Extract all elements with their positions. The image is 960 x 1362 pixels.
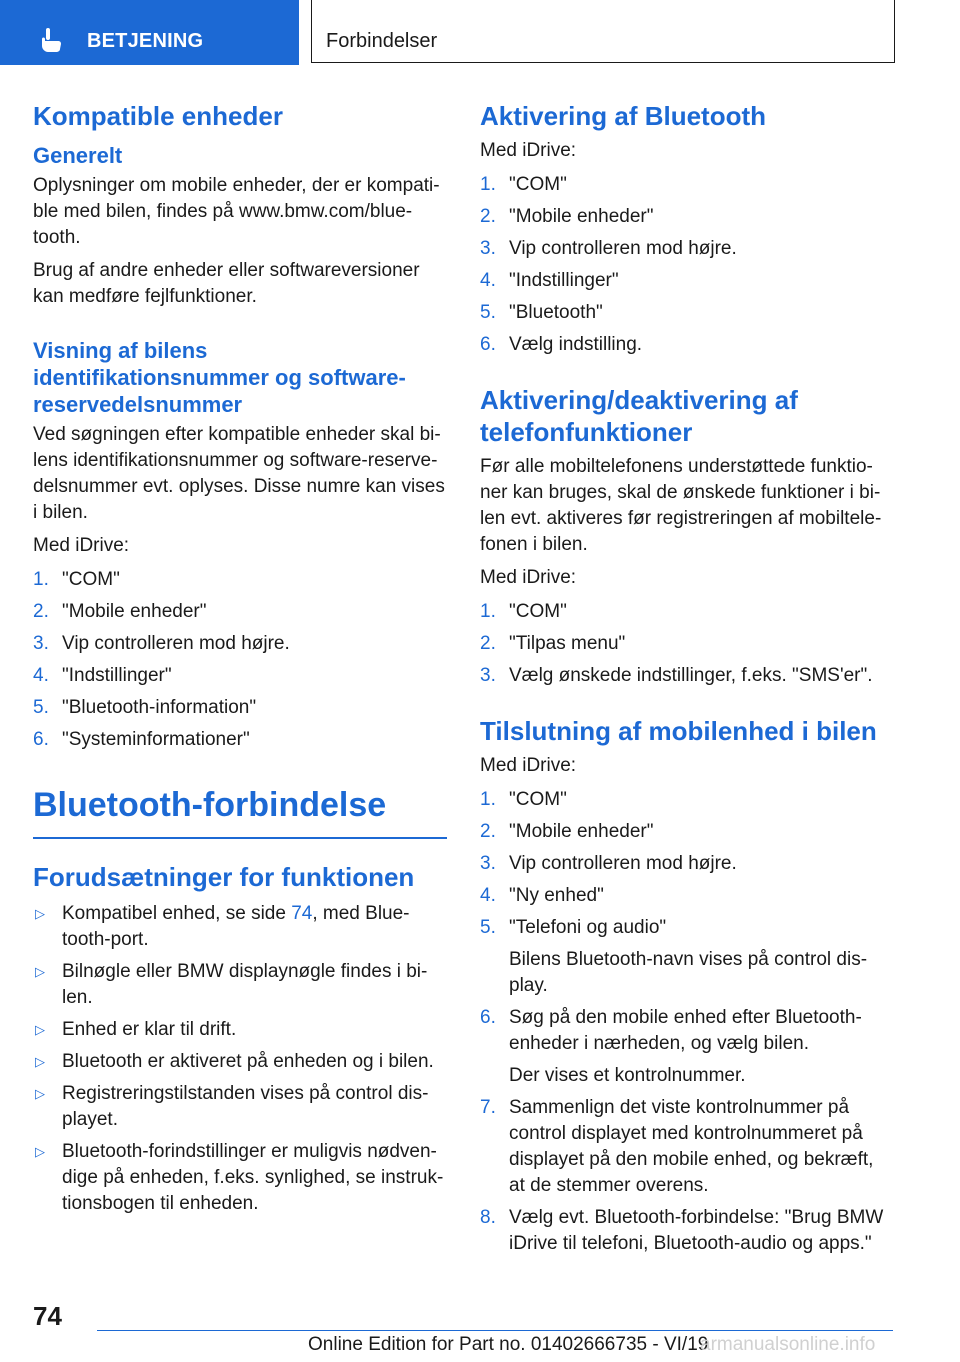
list-item bbox=[480, 172, 894, 198]
step-number: 7. bbox=[480, 1097, 496, 1118]
step-number: 2. bbox=[480, 206, 496, 227]
footer-divider bbox=[97, 1330, 893, 1331]
heading-phone-functions: Aktivering/deaktivering af telefonfunktioner bbox=[480, 385, 798, 447]
step-text: "Ny enhed" bbox=[509, 885, 604, 906]
list-item bbox=[33, 1139, 447, 1217]
list-item bbox=[33, 663, 447, 689]
step-number: 4. bbox=[33, 665, 49, 686]
list-item bbox=[33, 1017, 447, 1043]
step-text: Vælg indstilling. bbox=[509, 334, 643, 355]
idrive-intro: Med iDrive: bbox=[480, 140, 577, 161]
step-subtext: Der vises et kontrolnummer. bbox=[509, 1065, 746, 1086]
bullet-text: Bilnøgle eller BMW displaynøgle findes i bi-len. bbox=[62, 961, 428, 1008]
idrive-intro: Med iDrive: bbox=[33, 535, 130, 556]
list-item bbox=[33, 567, 447, 593]
step-number: 5. bbox=[480, 917, 496, 938]
triangle-right-icon: ▷ bbox=[35, 1086, 45, 1101]
heading-activate-bluetooth: Aktivering af Bluetooth bbox=[480, 101, 767, 131]
step-text: "Indstillinger" bbox=[62, 665, 172, 686]
list-item bbox=[480, 1095, 894, 1199]
list-item bbox=[480, 883, 894, 909]
step-text: "Systeminformationer" bbox=[62, 729, 250, 750]
paragraph-vin-info: Ved søgningen efter kompatible enheder skal bi-lens identifikationsnummer og software-reserve-delsnummer evt. oplyses. Disse numre kan vises i bilen. bbox=[33, 424, 445, 523]
list-item bbox=[480, 1005, 894, 1089]
steps-list-activate bbox=[480, 172, 894, 358]
bullet-text: Bluetooth-forindstillinger er muligvis nødven-dige på enheden, f.eks. synlighed, se instruk-tionsbogen til enheden. bbox=[62, 1141, 444, 1214]
step-text: "Telefoni og audio" bbox=[509, 917, 667, 938]
heading-compatible-devices: Kompatible enheder bbox=[33, 101, 283, 131]
paragraph-phone-functions: Før alle mobiltelefonens understøttede funktio-ner kan bruges, skal de ønskede funktioner i bi-len evt. aktiveres før registreringen af mobiltele-fonen i bilen. bbox=[480, 456, 882, 555]
steps-list-phone bbox=[480, 599, 894, 689]
step-number: 3. bbox=[33, 633, 49, 654]
section-divider bbox=[33, 837, 447, 839]
step-text: "Mobile enheder" bbox=[509, 821, 654, 842]
bullet-text: Bluetooth er aktiveret på enheden og i bilen. bbox=[62, 1051, 434, 1072]
step-number: 5. bbox=[480, 302, 496, 323]
step-number: 2. bbox=[480, 821, 496, 842]
step-number: 2. bbox=[480, 633, 496, 654]
list-item bbox=[33, 901, 447, 953]
page-number: 74 bbox=[33, 1301, 62, 1331]
step-number: 1. bbox=[480, 174, 496, 195]
step-text: "Indstillinger" bbox=[509, 270, 619, 291]
left-column bbox=[33, 100, 447, 1223]
list-item bbox=[33, 599, 447, 625]
step-number: 6. bbox=[480, 1007, 496, 1028]
right-column bbox=[480, 100, 894, 1263]
list-item bbox=[480, 268, 894, 294]
list-item bbox=[480, 631, 894, 657]
list-item bbox=[33, 1081, 447, 1133]
breadcrumb bbox=[311, 0, 895, 63]
step-text: Vip controlleren mod højre. bbox=[62, 633, 290, 654]
step-number: 6. bbox=[33, 729, 49, 750]
step-number: 1. bbox=[480, 789, 496, 810]
watermark-logo: armanualsonline.info bbox=[700, 1334, 876, 1355]
step-number: 4. bbox=[480, 885, 496, 906]
step-number: 3. bbox=[480, 665, 496, 686]
bullet-text-pre: Kompatibel enhed, se side bbox=[62, 903, 292, 924]
page-link[interactable]: 74 bbox=[291, 903, 313, 924]
step-text: Vælg evt. Bluetooth-forbindelse: "Brug BMW iDrive til telefoni, Bluetooth-audio og apps." bbox=[509, 1207, 884, 1254]
step-number: 4. bbox=[480, 270, 496, 291]
step-text: Vælg ønskede indstillinger, f.eks. "SMS'er". bbox=[509, 665, 873, 686]
step-number: 2. bbox=[33, 601, 49, 622]
step-number: 6. bbox=[480, 334, 496, 355]
step-text: "COM" bbox=[62, 569, 120, 590]
step-text: Vip controlleren mod højre. bbox=[509, 238, 737, 259]
triangle-right-icon: ▷ bbox=[35, 1144, 45, 1159]
list-item bbox=[33, 727, 447, 753]
list-item bbox=[480, 663, 894, 689]
heading-display-vin: Visning af bilens identifikationsnummer og software-reservedelsnummer bbox=[33, 338, 406, 417]
list-item bbox=[33, 959, 447, 1011]
step-subtext: Bilens Bluetooth-navn vises på control dis-play. bbox=[509, 949, 868, 996]
step-text: "Tilpas menu" bbox=[509, 633, 626, 654]
bullet-text-post: , med Blue-tooth-port. bbox=[62, 903, 410, 950]
list-item bbox=[480, 332, 894, 358]
step-text: "COM" bbox=[509, 789, 567, 810]
step-text: Søg på den mobile enhed efter Bluetooth-enheder i nærheden, og vælg bilen. bbox=[509, 1007, 862, 1054]
list-item bbox=[480, 1205, 894, 1257]
footer-edition: Online Edition for Part no. 01402666735 - VI/19 bbox=[308, 1334, 709, 1355]
bullet-text: Registreringstilstanden vises på control dis-playet. bbox=[62, 1083, 429, 1130]
step-number: 1. bbox=[480, 601, 496, 622]
steps-list-vin bbox=[33, 567, 447, 753]
breadcrumb-label: Forbindelser bbox=[326, 30, 438, 52]
step-number: 1. bbox=[33, 569, 49, 590]
step-text: Vip controlleren mod højre. bbox=[509, 853, 737, 874]
pointing-hand-icon bbox=[38, 27, 64, 53]
step-text: "Mobile enheder" bbox=[509, 206, 654, 227]
step-number: 3. bbox=[480, 238, 496, 259]
list-item bbox=[33, 1049, 447, 1075]
step-text: "Bluetooth-information" bbox=[62, 697, 257, 718]
heading-connect-device: Tilslutning af mobilenhed i bilen bbox=[480, 716, 877, 746]
step-text: "COM" bbox=[509, 174, 567, 195]
list-item bbox=[33, 631, 447, 657]
list-item bbox=[480, 204, 894, 230]
list-item bbox=[480, 915, 894, 999]
paragraph-compat-info: Oplysninger om mobile enheder, der er kompati-ble med bilen, findes på www.bmw.com/blue-tooth. bbox=[33, 175, 440, 248]
list-item bbox=[33, 695, 447, 721]
paragraph-other-devices: Brug af andre enheder eller softwareversioner kan medføre fejlfunktioner. bbox=[33, 260, 420, 307]
step-number: 8. bbox=[480, 1207, 496, 1228]
step-text: "Bluetooth" bbox=[509, 302, 603, 323]
step-text: "Mobile enheder" bbox=[62, 601, 207, 622]
bullet-text: Enhed er klar til drift. bbox=[62, 1019, 237, 1040]
prerequisites-list bbox=[33, 901, 447, 1217]
heading-bluetooth-connection: Bluetooth-forbindelse bbox=[33, 786, 387, 824]
section-title: BETJENING bbox=[87, 30, 204, 52]
idrive-intro: Med iDrive: bbox=[480, 755, 577, 776]
list-item bbox=[480, 599, 894, 625]
heading-general: Generelt bbox=[33, 143, 123, 168]
heading-prerequisites: Forudsætninger for funktionen bbox=[33, 862, 415, 892]
step-number: 5. bbox=[33, 697, 49, 718]
list-item bbox=[480, 236, 894, 262]
step-text: "COM" bbox=[509, 601, 567, 622]
list-item bbox=[480, 787, 894, 813]
list-item bbox=[480, 819, 894, 845]
idrive-intro: Med iDrive: bbox=[480, 567, 577, 588]
triangle-right-icon: ▷ bbox=[35, 906, 45, 921]
step-text: Sammenlign det viste kontrolnummer på control displayet med kontrolnummeret på displayet på den mobile enhed, og bekræft, at de stemmer overens. bbox=[509, 1097, 874, 1196]
steps-list-connect bbox=[480, 787, 894, 1257]
triangle-right-icon: ▷ bbox=[35, 964, 45, 979]
section-tab bbox=[0, 0, 299, 65]
list-item bbox=[480, 300, 894, 326]
triangle-right-icon: ▷ bbox=[35, 1054, 45, 1069]
triangle-right-icon: ▷ bbox=[35, 1022, 45, 1037]
list-item bbox=[480, 851, 894, 877]
step-number: 3. bbox=[480, 853, 496, 874]
